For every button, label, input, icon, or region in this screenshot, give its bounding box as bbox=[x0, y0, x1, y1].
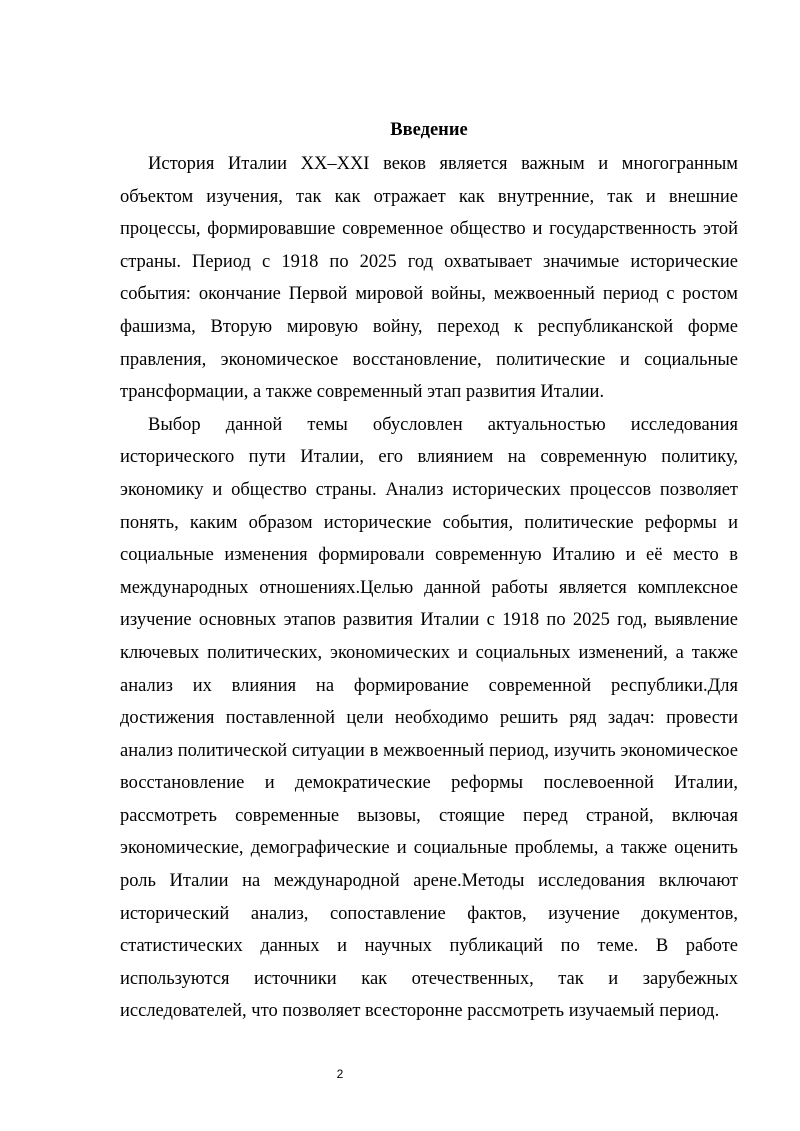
paragraph-topic-choice: Выбор данной темы обусловлен актуальностью исследования исторического пути Италии, его влиянием на современную политику, экономику и общество страны. Анализ исторических процессов позволяет понять, каким образом исторические события, политические реформы и социальные изменения формировали современную Италию и её место в международных отношениях.Целью данной работы является комплексное изучение основных этапов развития Италии с 1918 по 2025 год, выявление ключевых политических, экономических и социальных изменений, а также анализ их влияния на формирование современной республики.Для достижения поставленной цели необходимо решить ряд задач: провести анализ политической ситуации в межвоенный период, изучить экономическое восстановление и демократические реформы послевоенной Италии, рассмотреть современные вызовы, стоящие перед страной, включая экономические, демографические и социальные проблемы, а также оценить роль Италии на международной арене.Методы исследования включают исторический анализ, сопоставление фактов, изучение документов, статистических данных и научных публикаций по теме. В работе используются источники как отечественных, так и зарубежных исследователей, что позволяет всесторонне рассмотреть изучаемый период. bbox=[120, 414, 738, 1022]
body-text bbox=[120, 148, 738, 1028]
page-title: Введение bbox=[390, 120, 468, 140]
paragraph-intro: История Италии XX–XXI веков является важным и многогранным объектом изучения, так как отражает как внутренние, так и внешние процессы, формировавшие современное общество и государственность этой страны. Период с 1918 по 2025 год охватывает значимые исторические события: окончание Первой мировой войны, межвоенный период с ростом фашизма, Вторую мировую войну, переход к республиканской форме правления, экономическое восстановление, политические и социальные трансформации, а также современный этап развития Италии. bbox=[120, 154, 738, 403]
page-number: 2 bbox=[336, 1067, 344, 1081]
